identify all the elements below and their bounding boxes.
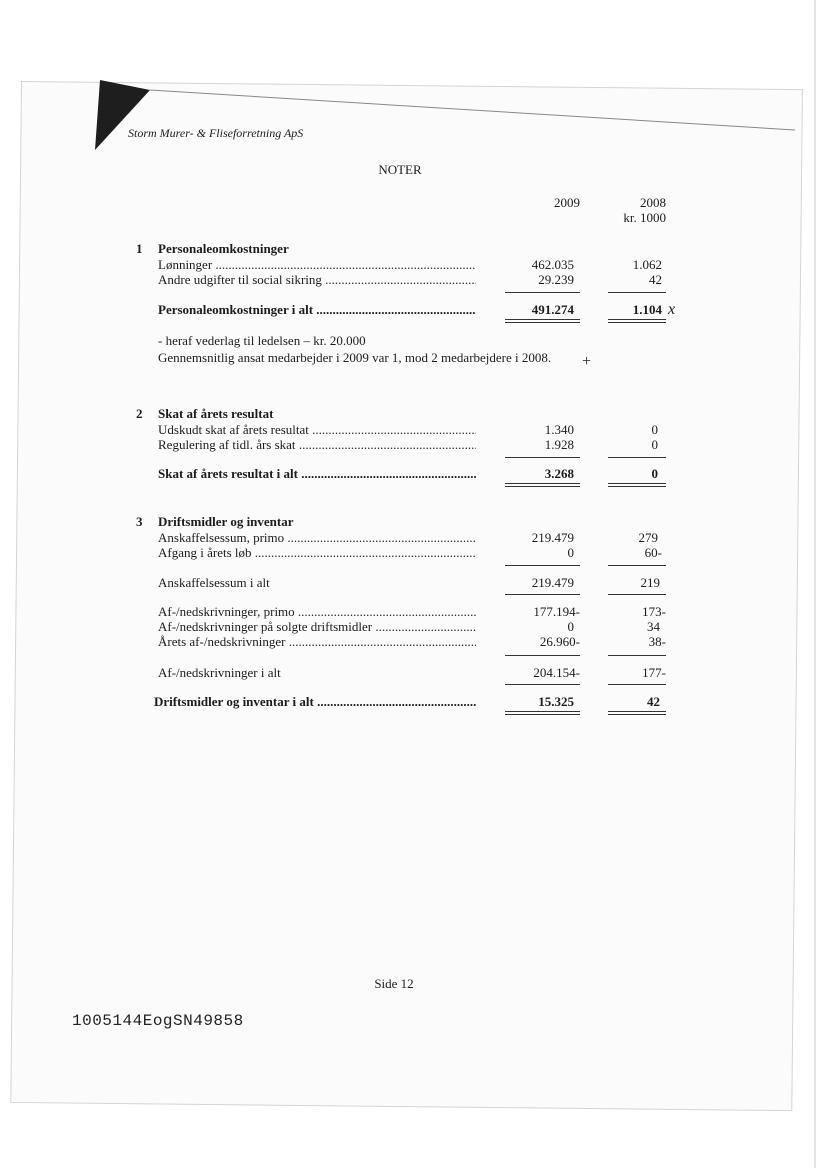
note-3-row-2008: 38- [648, 634, 666, 649]
subtotal-rule [505, 292, 580, 293]
subtotal-rule [608, 457, 666, 458]
note-2-row-2008: 0 [651, 422, 658, 437]
subtotal-rule [505, 565, 580, 566]
total-double-rule [608, 483, 666, 487]
note-3-row-2009: 177.194- [533, 604, 580, 619]
note-3-row-2009: 0 [567, 545, 574, 560]
note-3-row-2009: 26.960- [539, 634, 580, 649]
note-1-row-label: Andre udgifter til social sikring ..... [158, 272, 476, 287]
note-3-total-2008: 42 [647, 694, 660, 709]
subtotal-rule [608, 565, 666, 566]
total-double-rule [505, 711, 580, 715]
column-header-2009: 2009 [554, 195, 580, 210]
note-1-row-label: Lønninger ..... [158, 257, 476, 272]
subtotal-rule [608, 594, 666, 595]
note-2-total-2009: 3.268 [544, 466, 574, 481]
note-2-row-label: Udskudt skat af årets resultat ..... [158, 422, 476, 437]
note-1-total-label: Personaleomkostninger i alt ..... [158, 302, 476, 317]
total-double-rule [505, 483, 580, 487]
note-1-title: Personaleomkostninger [158, 241, 289, 256]
note-3-row-label: Af-/nedskrivninger på solgte driftsmidler ..... [158, 619, 476, 634]
company-name: Storm Murer- & Fliseforretning ApS [128, 126, 304, 140]
document-id: 1005144EogSN49858 [72, 1012, 244, 1030]
note-1-total-2008: 1.104 [632, 302, 662, 317]
note-2-number: 2 [136, 406, 143, 421]
subtotal-rule [608, 292, 666, 293]
subtotal-rule [505, 594, 580, 595]
note-1-row-2008: 1.062 [632, 257, 662, 272]
note-3-subtotal-label: Af-/nedskrivninger i alt [158, 665, 281, 680]
total-double-rule [608, 319, 666, 323]
note-3-subtotal-2009: 219.479 [531, 575, 574, 590]
note-1-row-2009: 29.239 [538, 272, 574, 287]
note-3-number: 3 [136, 514, 143, 529]
note-1-total-2009: 491.274 [531, 302, 574, 317]
subtotal-rule [608, 684, 666, 685]
total-double-rule [608, 711, 666, 715]
note-2-total-2008: 0 [651, 466, 658, 481]
note-3-total-2009: 15.325 [538, 694, 574, 709]
page-number: Side 12 [374, 976, 414, 991]
note-2-row-2008: 0 [651, 437, 658, 452]
note-1-number: 1 [136, 241, 143, 256]
total-double-rule [505, 319, 580, 323]
note-3-row-2008: 60- [644, 545, 662, 560]
page-title: NOTER [378, 162, 422, 177]
note-3-row-2008: 34 [647, 619, 660, 634]
note-2-row-2009: 1.340 [544, 422, 574, 437]
note-3-row-2009: 219.479 [531, 530, 574, 545]
note-3-subtotal-label: Anskaffelsessum i alt [158, 575, 270, 590]
note-1-remark: Gennemsnitlig ansat medarbejder i 2009 var 1, mod 2 medarbejdere i 2008. [158, 350, 552, 365]
note-3-row-label: Årets af-/nedskrivninger ..... [158, 634, 476, 649]
handwritten-tick-mark: + [582, 353, 592, 370]
note-3-row-2008: 279 [638, 530, 658, 545]
subtotal-rule [505, 684, 580, 685]
subtotal-rule [505, 655, 580, 656]
note-3-subtotal-2008: 177- [642, 665, 666, 680]
note-1-row-2008: 42 [649, 272, 662, 287]
note-1-row-2009: 462.035 [531, 257, 574, 272]
note-2-row-2009: 1.928 [544, 437, 574, 452]
note-3-row-2009: 0 [567, 619, 574, 634]
handwritten-check-mark: x [668, 301, 676, 318]
note-2-title: Skat af årets resultat [158, 406, 274, 421]
note-3-title: Driftsmidler og inventar [158, 514, 294, 529]
note-3-subtotal-2009: 204.154- [533, 665, 580, 680]
note-2-total-label: Skat af årets resultat i alt ..... [158, 466, 476, 481]
note-3-row-label: Anskaffelsessum, primo ..... [158, 530, 476, 545]
note-1-remark: - heraf vederlag til ledelsen – kr. 20.000 [158, 333, 366, 348]
subtotal-rule [608, 655, 666, 656]
note-3-subtotal-2008: 219 [640, 575, 660, 590]
note-3-total-label: Driftsmidler og inventar i alt ..... [154, 694, 476, 709]
note-2-row-label: Regulering af tidl. års skat ..... [158, 437, 476, 452]
note-3-row-2008: 173- [642, 604, 666, 619]
note-3-row-label: Afgang i årets løb ..... [158, 545, 476, 560]
column-unit: kr. 1000 [623, 210, 666, 225]
subtotal-rule [505, 457, 580, 458]
column-header-2008: 2008 [640, 195, 666, 210]
note-3-row-label: Af-/nedskrivninger, primo ..... [158, 604, 476, 619]
